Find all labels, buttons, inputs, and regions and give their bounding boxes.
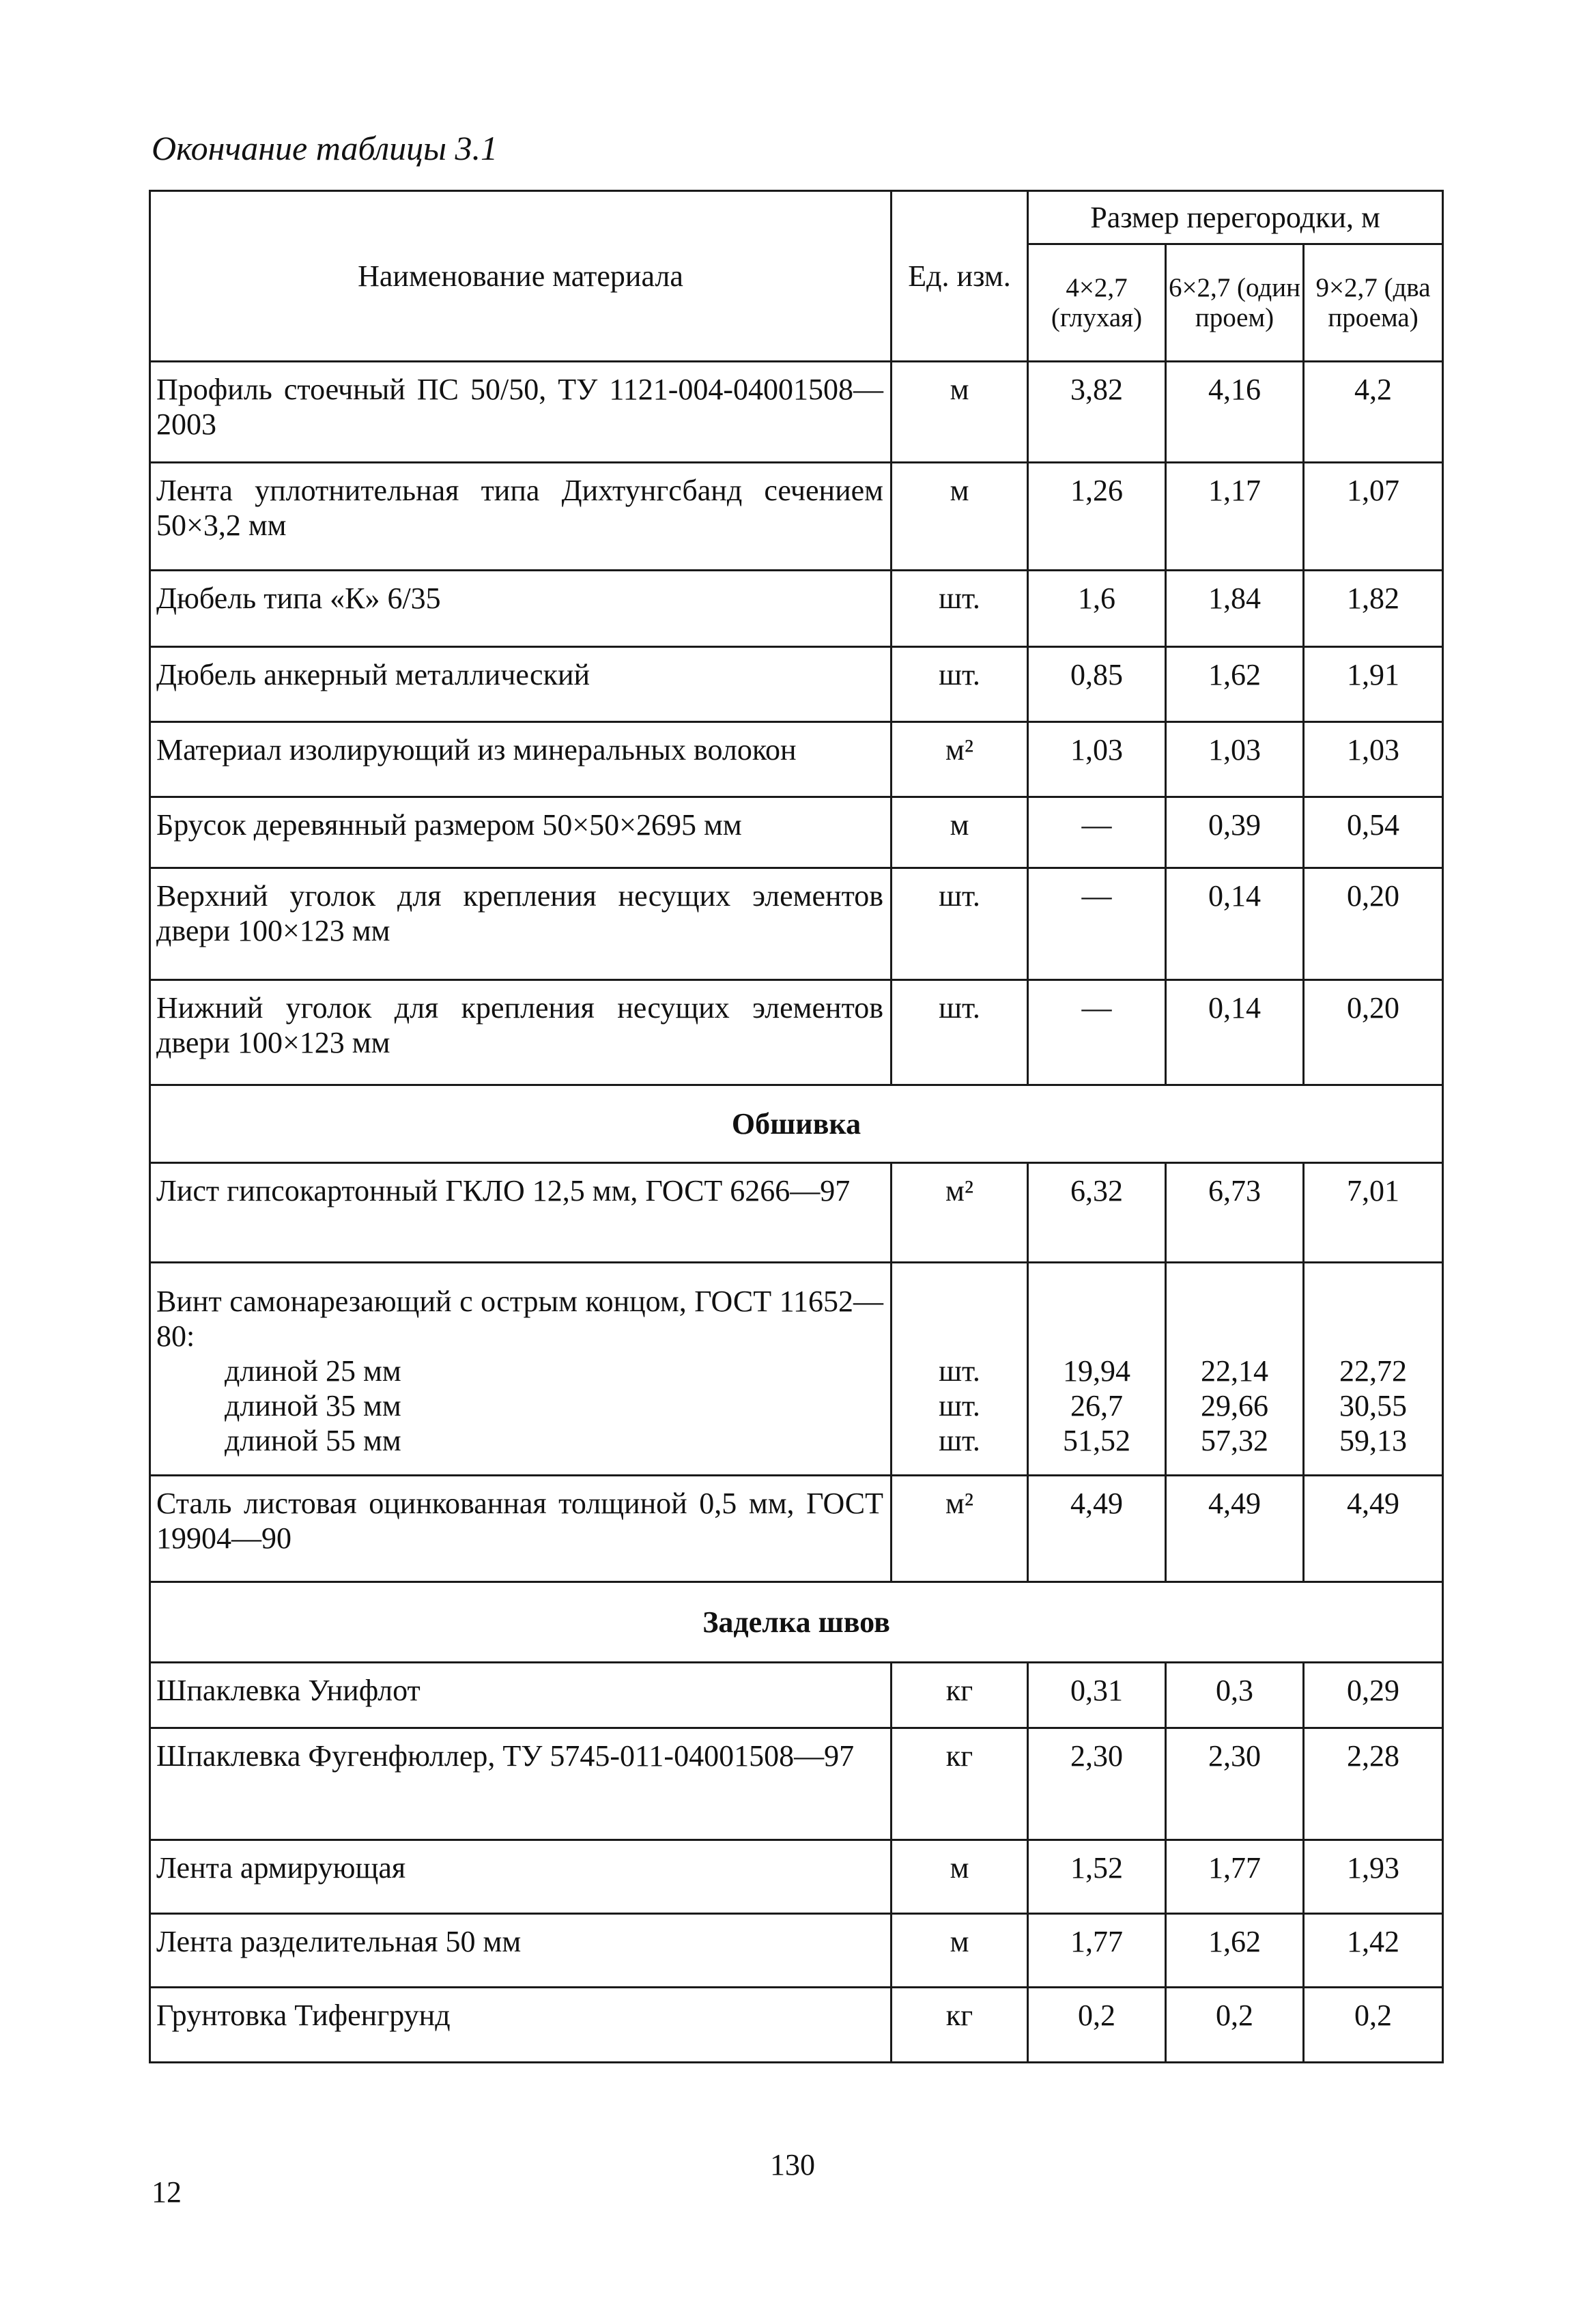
value-size-2: 0,39	[1166, 797, 1304, 868]
unit-cell: кг	[892, 1663, 1028, 1728]
header-size-2: 6×2,7 (один проем)	[1166, 244, 1304, 362]
table-row	[150, 1914, 1443, 1988]
sub-item-value: 19,94	[1063, 1354, 1130, 1388]
value-size-3: 0,29	[1304, 1663, 1443, 1728]
value-size-1: 1,52	[1028, 1840, 1166, 1914]
value-size-2: 4,49	[1166, 1476, 1304, 1582]
sub-item-value: 57,32	[1201, 1424, 1268, 1457]
value-size-3: 4,49	[1304, 1476, 1443, 1582]
value-size-1: 1,03	[1028, 722, 1166, 797]
header-size-1: 4×2,7 (глухая)	[1028, 244, 1166, 362]
material-name: Лента армирующая	[150, 1840, 892, 1914]
value-size-2: 4,16	[1166, 362, 1304, 463]
value-size-1: 2,30	[1028, 1728, 1166, 1840]
value-size-1: 6,32	[1028, 1163, 1166, 1263]
value-size-1: 3,82	[1028, 362, 1166, 463]
table-row	[150, 647, 1443, 722]
value-size-3: 0,20	[1304, 868, 1443, 980]
table-row	[150, 980, 1443, 1085]
table-row	[150, 1476, 1443, 1582]
sub-item-name: длиной 25 мм	[225, 1354, 401, 1388]
unit-cell: шт.	[892, 980, 1028, 1085]
sub-item-unit: шт.	[939, 1389, 980, 1422]
header-name: Наименование материала	[150, 191, 892, 362]
value-size-3: 0,54	[1304, 797, 1443, 868]
table-caption: Окончание таблицы 3.1	[152, 129, 498, 167]
table-header	[150, 191, 1443, 362]
material-name: Сталь листовая оцинкованная толщиной 0,5 мм, ГОСТ 19904—90	[150, 1476, 892, 1582]
table-row	[150, 1263, 1443, 1476]
sub-item-value: 22,14	[1201, 1354, 1268, 1388]
material-name: Профиль стоечный ПС 50/50, ТУ 1121-004-04001508—2003	[150, 362, 892, 463]
table-row	[150, 1728, 1443, 1840]
sub-item-name: длиной 35 мм	[225, 1389, 401, 1422]
value-size-1: 1,26	[1028, 463, 1166, 571]
value-size-2: 1,77	[1166, 1840, 1304, 1914]
value-size-3: 1,03	[1304, 722, 1443, 797]
unit-cell: м	[892, 1914, 1028, 1988]
unit-cell: м²	[892, 1476, 1028, 1582]
material-name: Винт самонарезающий с острым концом, ГОСТ 11652—80:	[156, 1285, 883, 1353]
sub-item-value: 29,66	[1201, 1389, 1268, 1422]
table-row	[150, 797, 1443, 868]
unit-cell: шт.	[892, 868, 1028, 980]
material-name: Лист гипсокартонный ГКЛО 12,5 мм, ГОСТ 6266—97	[150, 1163, 892, 1263]
table-row	[150, 571, 1443, 647]
material-name: Шпаклевка Фугенфюллер, ТУ 5745-011-04001508—97	[150, 1728, 892, 1840]
value-size-1: —	[1028, 868, 1166, 980]
value-size-2: 6,73	[1166, 1163, 1304, 1263]
screw-cell	[150, 1263, 892, 1476]
material-name: Брусок деревянный размером 50×50×2695 мм	[150, 797, 892, 868]
table-row	[150, 1163, 1443, 1263]
value-size-2: 1,84	[1166, 571, 1304, 647]
value-size-3: 0,20	[1304, 980, 1443, 1085]
page-number: 130	[770, 2148, 815, 2181]
value-size-1: 4,49	[1028, 1476, 1166, 1582]
unit-cell: шт.	[892, 571, 1028, 647]
value-size-1: 0,2	[1028, 1988, 1166, 2063]
value-size-3: 1,82	[1304, 571, 1443, 647]
material-name: Дюбель анкерный металлический	[150, 647, 892, 722]
unit-cell: шт.	[892, 647, 1028, 722]
sub-item-value: 51,52	[1063, 1424, 1130, 1457]
value-size-1: 0,31	[1028, 1663, 1166, 1728]
table-body	[150, 362, 1443, 2063]
value-size-2: 2,30	[1166, 1728, 1304, 1840]
sub-item-unit: шт.	[939, 1354, 980, 1388]
value-size-1: —	[1028, 980, 1166, 1085]
header-unit: Ед. изм.	[892, 191, 1028, 362]
unit-cell: м	[892, 1840, 1028, 1914]
table-row	[150, 463, 1443, 571]
table-row	[150, 868, 1443, 980]
value-size-3: 1,93	[1304, 1840, 1443, 1914]
unit-cell: м²	[892, 722, 1028, 797]
value-size-1: 1,6	[1028, 571, 1166, 647]
value-size-3: 4,2	[1304, 362, 1443, 463]
value-size-2: 1,03	[1166, 722, 1304, 797]
value-size-3: 0,2	[1304, 1988, 1443, 2063]
value-size-1: —	[1028, 797, 1166, 868]
value-size-2: 1,62	[1166, 1914, 1304, 1988]
header-size-group: Размер перегородки, м	[1028, 191, 1443, 244]
section-row	[150, 1582, 1443, 1663]
section-heading: Обшивка	[150, 1085, 1443, 1163]
sub-item-value: 30,55	[1339, 1389, 1408, 1422]
value-size-2: 0,14	[1166, 868, 1304, 980]
value-size-2	[1166, 1263, 1304, 1476]
value-size-1: 0,85	[1028, 647, 1166, 722]
value-size-2: 1,62	[1166, 647, 1304, 722]
value-size-2: 1,17	[1166, 463, 1304, 571]
value-size-3: 7,01	[1304, 1163, 1443, 1263]
header-size-3: 9×2,7 (два проема)	[1304, 244, 1443, 362]
material-name: Лента разделительная 50 мм	[150, 1914, 892, 1988]
value-size-3: 1,07	[1304, 463, 1443, 571]
value-size-1	[1028, 1263, 1166, 1476]
value-size-1: 1,77	[1028, 1914, 1166, 1988]
material-name: Материал изолирующий из минеральных волокон	[150, 722, 892, 797]
sub-item-value: 26,7	[1070, 1389, 1123, 1422]
value-size-3: 1,91	[1304, 647, 1443, 722]
unit-cell: кг	[892, 1728, 1028, 1840]
material-name: Шпаклевка Унифлот	[150, 1663, 892, 1728]
sub-item-value: 59,13	[1339, 1424, 1408, 1457]
sheet-number: 12	[152, 2175, 182, 2209]
table-row	[150, 1663, 1443, 1728]
section-row	[150, 1085, 1443, 1163]
unit-cell: м²	[892, 1163, 1028, 1263]
sub-item-value: 22,72	[1339, 1354, 1408, 1388]
material-name: Верхний уголок для крепления несущих элементов двери 100×123 мм	[150, 868, 892, 980]
material-name: Грунтовка Тифенгрунд	[150, 1988, 892, 2063]
material-name: Лента уплотнительная типа Дихтунгсбанд сечением 50×3,2 мм	[150, 463, 892, 571]
table-row	[150, 722, 1443, 797]
unit-cell: кг	[892, 1988, 1028, 2063]
section-heading: Заделка швов	[150, 1582, 1443, 1663]
table-row	[150, 362, 1443, 463]
value-size-2: 0,2	[1166, 1988, 1304, 2063]
table-row	[150, 1840, 1443, 1914]
value-size-3	[1304, 1263, 1443, 1476]
sub-item-unit: шт.	[939, 1424, 980, 1457]
materials-table	[149, 190, 1444, 2063]
material-name: Дюбель типа «К» 6/35	[150, 571, 892, 647]
unit-cell: м	[892, 797, 1028, 868]
value-size-2: 0,14	[1166, 980, 1304, 1085]
material-name: Нижний уголок для крепления несущих элементов двери 100×123 мм	[150, 980, 892, 1085]
unit-cell: м	[892, 463, 1028, 571]
table-row	[150, 1988, 1443, 2063]
sub-item-name: длиной 55 мм	[225, 1424, 401, 1457]
value-size-3: 1,42	[1304, 1914, 1443, 1988]
unit-cell	[892, 1263, 1028, 1476]
value-size-2: 0,3	[1166, 1663, 1304, 1728]
value-size-3: 2,28	[1304, 1728, 1443, 1840]
unit-cell: м	[892, 362, 1028, 463]
